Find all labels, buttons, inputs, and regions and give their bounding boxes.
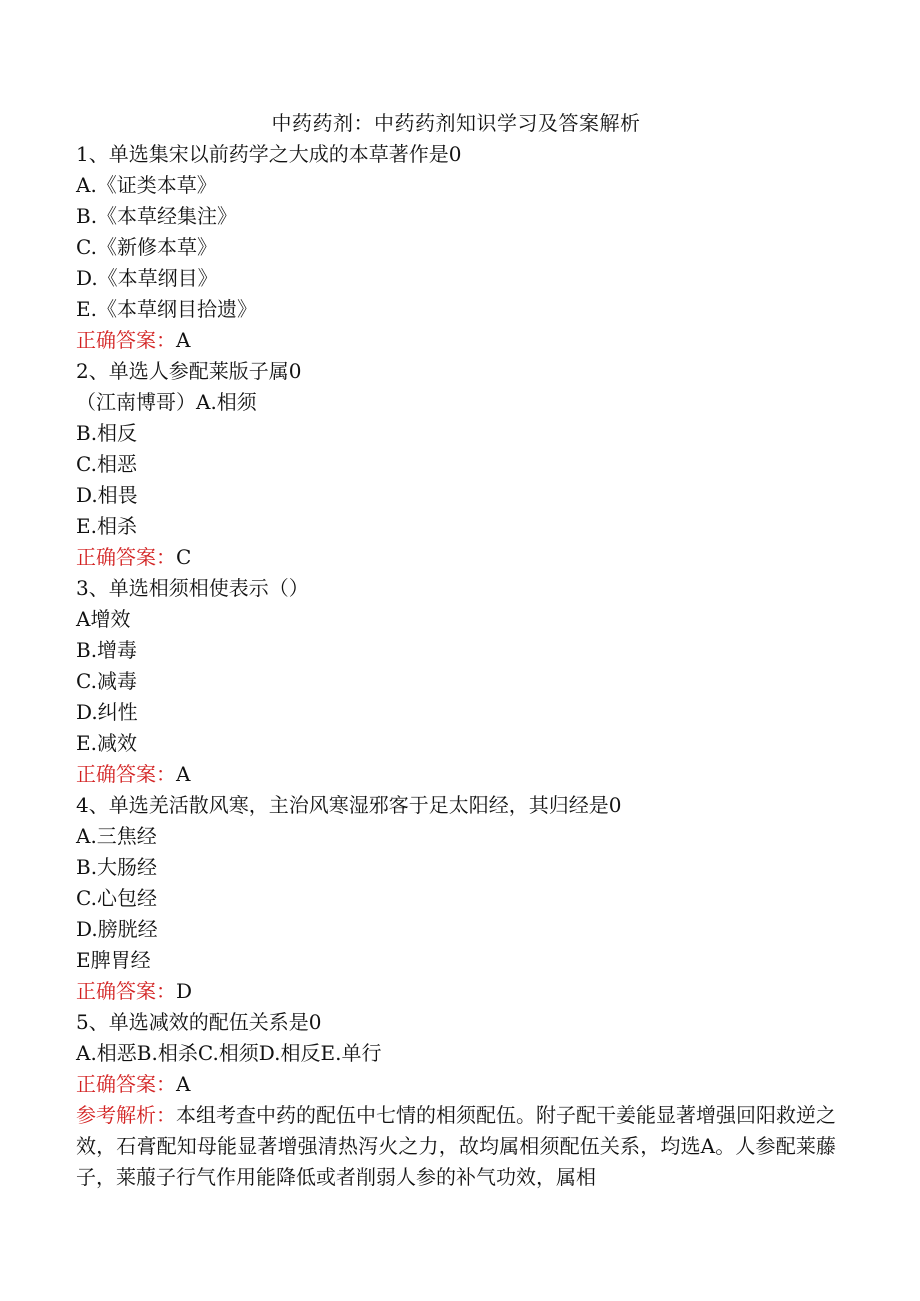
- option-c: C.心包经: [76, 886, 157, 910]
- options-inline: A.相恶B.相杀C.相须D.相反E.单行: [76, 1041, 382, 1065]
- option-a: A.《证类本草》: [76, 173, 217, 197]
- option-b: B.大肠经: [76, 855, 158, 879]
- option-d: D.膀胱经: [76, 917, 158, 941]
- document-title: 中药药剂：中药药剂知识学习及答案解析: [271, 111, 641, 135]
- option-b: B.相反: [76, 421, 138, 445]
- question-4: [76, 790, 836, 1007]
- analysis-text: 本组考查中药的配伍中七情的相须配伍。附子配干姜能显著增强回阳救逆之效，石膏配知母能显著增强清热泻火之力，故均属相须配伍关系，均选A。人参配莱藤子，莱菔子行气作用能降低或者削弱人参的补气功效，属相: [76, 1103, 836, 1189]
- question-stem-continued: （江南博哥）A.相须: [76, 390, 257, 414]
- analysis-label: 参考解析：: [76, 1103, 176, 1127]
- answer-label: 正确答案：: [76, 328, 176, 352]
- option-e: E.相杀: [76, 514, 137, 538]
- question-stem: 1、单选集宋以前药学之大成的本草著作是0: [76, 142, 462, 166]
- option-e: E.《本草纲目拾遗》: [76, 297, 257, 321]
- document-page: [76, 108, 836, 1193]
- option-b: B.《本草经集注》: [76, 204, 238, 228]
- answer-value: A: [176, 762, 191, 786]
- question-3: [76, 573, 836, 790]
- option-d: D.纠性: [76, 700, 138, 724]
- option-c: C.减毒: [76, 669, 137, 693]
- answer-value: C: [176, 545, 192, 569]
- analysis-paragraph: [76, 1100, 836, 1193]
- option-e: E.减效: [76, 731, 137, 755]
- option-b: B.增毒: [76, 638, 138, 662]
- answer-label: 正确答案：: [76, 545, 176, 569]
- answer-value: A: [176, 1072, 191, 1096]
- question-stem: 5、单选减效的配伍关系是0: [76, 1010, 322, 1034]
- answer-line: [76, 542, 836, 573]
- answer-line: [76, 1069, 836, 1100]
- answer-label: 正确答案：: [76, 1072, 176, 1096]
- question-stem: 2、单选人参配莱版子属0: [76, 359, 302, 383]
- answer-label: 正确答案：: [76, 762, 176, 786]
- question-5: [76, 1007, 836, 1193]
- option-d: D.相畏: [76, 483, 138, 507]
- answer-label: 正确答案：: [76, 979, 176, 1003]
- answer-line: [76, 325, 836, 356]
- option-d: D.《本草纲目》: [76, 266, 218, 290]
- question-stem: 3、单选相须相使表示（）: [76, 576, 309, 600]
- question-stem: 4、单选羌活散风寒，主治风寒湿邪客于足太阳经，其归经是0: [76, 793, 622, 817]
- answer-line: [76, 759, 836, 790]
- option-c: C.《新修本草》: [76, 235, 217, 259]
- option-e: E脾胃经: [76, 948, 151, 972]
- question-1: [76, 139, 836, 356]
- answer-line: [76, 976, 836, 1007]
- option-a: A.三焦经: [76, 824, 157, 848]
- question-2: [76, 356, 836, 573]
- option-c: C.相恶: [76, 452, 137, 476]
- option-a: A增效: [76, 607, 131, 631]
- answer-value: D: [176, 979, 193, 1003]
- answer-value: A: [176, 328, 191, 352]
